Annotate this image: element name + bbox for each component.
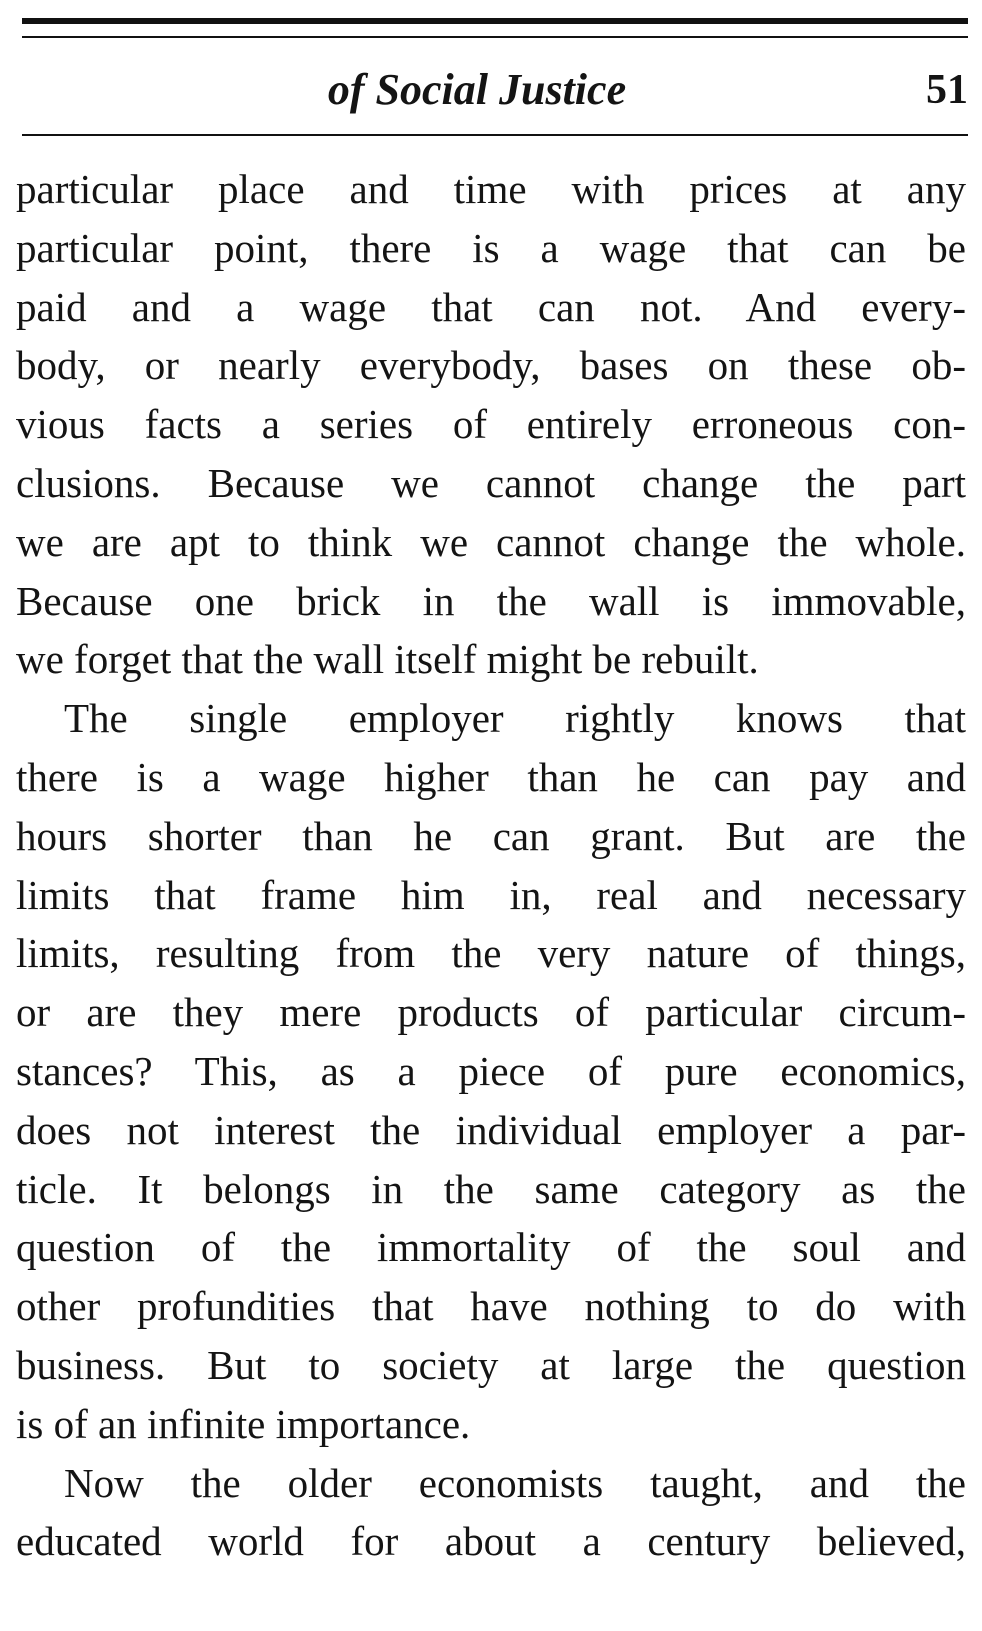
text-line: stances? This, as a piece of pure economics, xyxy=(16,1047,966,1094)
header-rule-thick xyxy=(22,18,968,24)
text-line: vious facts a series of entirely erroneous con- xyxy=(16,401,966,448)
header-rule-thin xyxy=(22,36,968,38)
text-line: business. But to society at large the question xyxy=(16,1341,966,1388)
text-line: body, or nearly everybody, bases on these ob- xyxy=(16,342,966,389)
text-line: clusions. Because we cannot change the part xyxy=(16,459,966,506)
text-line: there is a wage higher than he can pay and xyxy=(16,753,966,800)
text-line: particular point, there is a wage that can be xyxy=(16,224,966,271)
text-line: particular place and time with prices at any xyxy=(16,166,966,212)
text-line: educated world for about a century believed, xyxy=(16,1518,966,1565)
header-rule-bottom xyxy=(22,134,968,136)
text-line: we forget that the wall itself might be rebuilt. xyxy=(16,636,759,683)
body-text xyxy=(16,160,966,1571)
running-head-title xyxy=(22,60,968,120)
running-head-title-text: of Social Justice xyxy=(327,65,627,114)
text-line: Now the older economists taught, and the xyxy=(64,1459,966,1506)
text-line: does not interest the individual employer a par- xyxy=(16,1106,966,1153)
text-line: ticle. It belongs in the same category as the xyxy=(16,1165,966,1212)
text-line: limits, resulting from the very nature of things, xyxy=(16,930,966,977)
text-line: or are they mere products of particular circum- xyxy=(16,989,966,1036)
text-line: Because one brick in the wall is immovable, xyxy=(16,577,966,624)
text-line: other profundities that have nothing to do with xyxy=(16,1283,966,1330)
running-head xyxy=(22,60,968,130)
text-line: paid and a wage that can not. And every- xyxy=(16,283,966,330)
text-line: is of an infinite importance. xyxy=(16,1400,471,1447)
text-line: limits that frame him in, real and necessary xyxy=(16,871,966,918)
text-line: we are apt to think we cannot change the whole. xyxy=(16,518,966,565)
text-line: The single employer rightly knows that xyxy=(64,695,966,742)
page-number: 51 xyxy=(926,67,968,113)
text-line: question of the immortality of the soul and xyxy=(16,1224,966,1271)
text-line: hours shorter than he can grant. But are the xyxy=(16,812,966,859)
